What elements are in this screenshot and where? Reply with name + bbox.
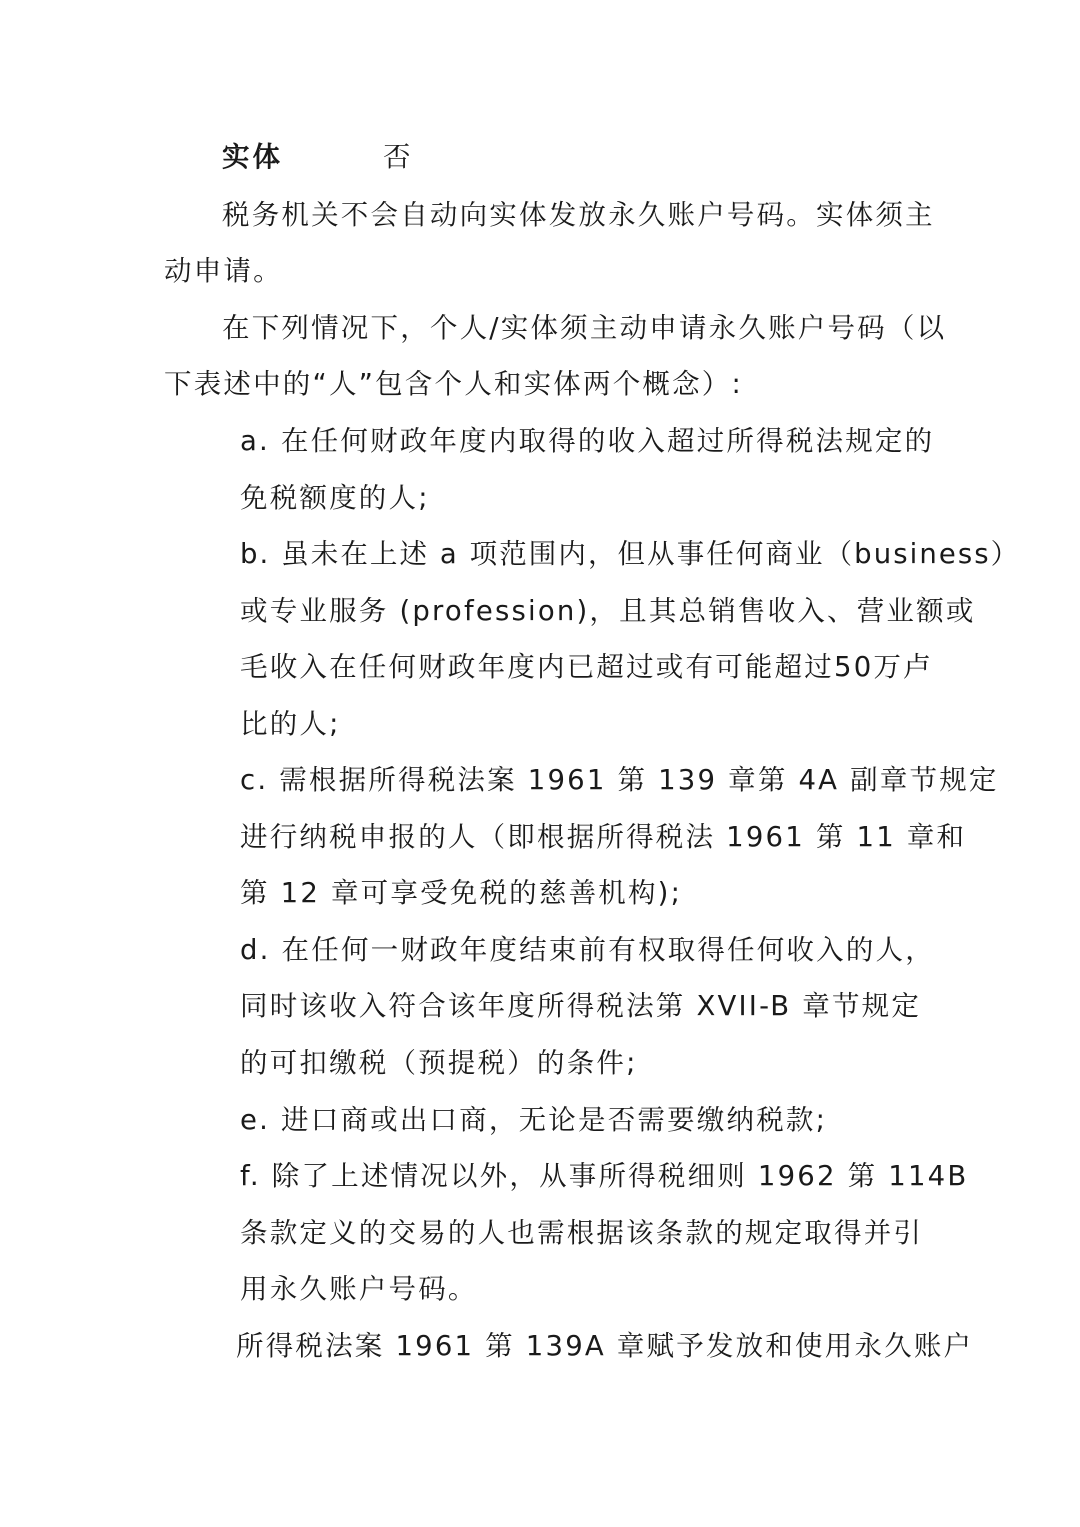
- list-item-b-line-1: b. 虽未在上述 a 项范围内，但从事任何商业（business）: [240, 538, 1021, 570]
- list-item-c-line-3: 第 12 章可享受免税的慈善机构);: [240, 877, 683, 909]
- list-item-e-line-1: e. 进口商或出口商，无论是否需要缴纳税款;: [240, 1104, 828, 1136]
- list-item-b-line-4: 比的人;: [240, 708, 341, 740]
- list-item-d-line-2: 同时该收入符合该年度所得税法第 XVII-B 章节规定: [240, 990, 922, 1022]
- paragraph-2-line-2: 下表述中的“人”包含个人和实体两个概念）:: [164, 368, 743, 400]
- list-item-f-line-3: 用永久账户号码。: [240, 1273, 478, 1305]
- list-item-f-line-2: 条款定义的交易的人也需根据该条款的规定取得并引: [240, 1217, 924, 1249]
- list-item-f-line-1: f. 除了上述情况以外，从事所得税细则 1962 第 114B: [240, 1160, 969, 1192]
- list-item-b-line-2: 或专业服务 (profession)，且其总销售收入、营业额或: [240, 595, 976, 627]
- list-item-a-line-2: 免税额度的人;: [240, 482, 430, 514]
- paragraph-1-line-2: 动申请。: [164, 255, 283, 287]
- heading-value: 否: [383, 141, 413, 173]
- heading-label: 实体: [222, 141, 283, 173]
- list-item-c-line-2: 进行纳税申报的人（即根据所得税法 1961 第 11 章和: [240, 821, 967, 853]
- closing-paragraph-line-1: 所得税法案 1961 第 139A 章赋予发放和使用永久账户: [236, 1330, 974, 1362]
- paragraph-1-line-1: 税务机关不会自动向实体发放永久账户号码。实体须主: [222, 199, 935, 231]
- list-item-a-line-1: a. 在任何财政年度内取得的收入超过所得税法规定的: [240, 425, 935, 457]
- list-item-d-line-1: d. 在任何一财政年度结束前有权取得任何收入的人，: [240, 934, 935, 966]
- list-item-b-line-3: 毛收入在任何财政年度内已超过或有可能超过50万卢: [240, 651, 933, 683]
- paragraph-2-line-1: 在下列情况下，个人/实体须主动申请永久账户号码（以: [222, 312, 947, 344]
- list-item-d-line-3: 的可扣缴税（预提税）的条件;: [240, 1047, 638, 1079]
- list-item-c-line-1: c. 需根据所得税法案 1961 第 139 章第 4A 副章节规定: [240, 764, 999, 796]
